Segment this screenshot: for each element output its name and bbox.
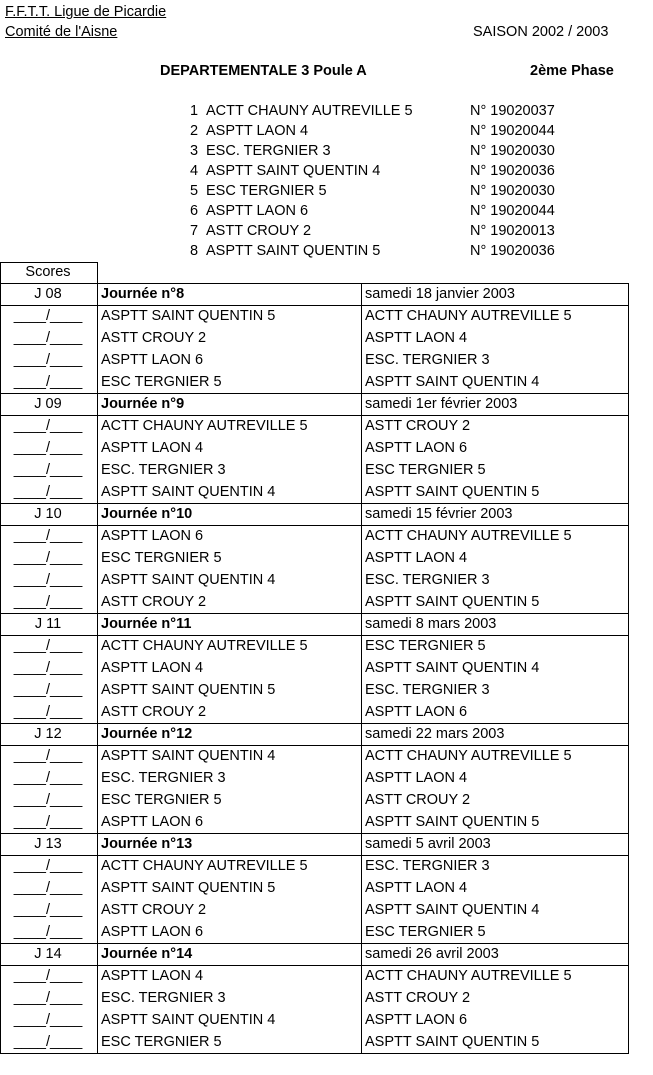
away-team: ASPTT SAINT QUENTIN 5 xyxy=(365,1034,540,1050)
away-team: ESC. TERGNIER 3 xyxy=(365,352,490,368)
score-field: ____/____ xyxy=(13,374,83,390)
org-league: F.F.T.T. Ligue de Picardie xyxy=(5,4,167,20)
round-title: Journée n°9 xyxy=(101,396,185,412)
round-code: J 10 xyxy=(34,506,62,522)
score-field: ____/____ xyxy=(13,814,83,830)
home-team: ESC. TERGNIER 3 xyxy=(101,462,226,478)
home-team: ESC. TERGNIER 3 xyxy=(101,770,226,786)
away-team: ASPTT LAON 6 xyxy=(365,440,468,456)
grid-line xyxy=(0,262,1,283)
team-number: 3 xyxy=(190,143,199,159)
score-field: ____/____ xyxy=(13,594,83,610)
score-field: ____/____ xyxy=(13,770,83,786)
team-registration-number: N° 19020036 xyxy=(470,243,555,259)
team-registration-number: N° 19020044 xyxy=(470,123,555,139)
round-code: J 13 xyxy=(34,836,62,852)
away-team: ASPTT LAON 4 xyxy=(365,880,468,896)
away-team: ESC. TERGNIER 3 xyxy=(365,572,490,588)
score-field: ____/____ xyxy=(13,330,83,346)
team-registration-number: N° 19020037 xyxy=(470,103,555,119)
season-label: SAISON 2002 / 2003 xyxy=(473,24,609,40)
score-field: ____/____ xyxy=(13,968,83,984)
team-name: ESC. TERGNIER 3 xyxy=(206,143,331,159)
home-team: ASPTT SAINT QUENTIN 4 xyxy=(101,748,276,764)
team-name: ESC TERGNIER 5 xyxy=(206,183,327,199)
home-team: ASTT CROUY 2 xyxy=(101,902,207,918)
score-field: ____/____ xyxy=(13,858,83,874)
team-name: ASPTT LAON 4 xyxy=(206,123,309,139)
away-team: ESC. TERGNIER 3 xyxy=(365,858,490,874)
score-field: ____/____ xyxy=(13,440,83,456)
round-title: Journée n°12 xyxy=(101,726,193,742)
table-bottom-border xyxy=(0,1053,629,1054)
home-team: ASTT CROUY 2 xyxy=(101,704,207,720)
home-team: ASPTT SAINT QUENTIN 4 xyxy=(101,484,276,500)
away-team: ESC TERGNIER 5 xyxy=(365,638,486,654)
score-field: ____/____ xyxy=(13,1034,83,1050)
home-team: ASPTT SAINT QUENTIN 5 xyxy=(101,682,276,698)
home-team: ASPTT LAON 6 xyxy=(101,528,204,544)
round-date: samedi 8 mars 2003 xyxy=(365,616,497,632)
home-team: ASPTT LAON 6 xyxy=(101,924,204,940)
away-team: ACTT CHAUNY AUTREVILLE 5 xyxy=(365,748,572,764)
away-team: ASTT CROUY 2 xyxy=(365,990,471,1006)
team-registration-number: N° 19020044 xyxy=(470,203,555,219)
score-field: ____/____ xyxy=(13,880,83,896)
round-header-underline xyxy=(0,855,629,856)
team-number: 8 xyxy=(190,243,199,259)
home-team: ASPTT LAON 6 xyxy=(101,352,204,368)
home-team: ASTT CROUY 2 xyxy=(101,330,207,346)
score-field: ____/____ xyxy=(13,748,83,764)
score-field: ____/____ xyxy=(13,572,83,588)
home-team: ASPTT LAON 4 xyxy=(101,440,204,456)
away-team: ASTT CROUY 2 xyxy=(365,418,471,434)
score-field: ____/____ xyxy=(13,484,83,500)
grid-line xyxy=(0,262,98,263)
away-team: ASPTT LAON 6 xyxy=(365,704,468,720)
away-team: ESC. TERGNIER 3 xyxy=(365,682,490,698)
round-date: samedi 5 avril 2003 xyxy=(365,836,491,852)
team-name: ACTT CHAUNY AUTREVILLE 5 xyxy=(206,103,413,119)
away-team: ESC TERGNIER 5 xyxy=(365,924,486,940)
team-registration-number: N° 19020013 xyxy=(470,223,555,239)
score-field: ____/____ xyxy=(13,792,83,808)
home-team: ESC TERGNIER 5 xyxy=(101,374,222,390)
home-team: ASPTT SAINT QUENTIN 5 xyxy=(101,880,276,896)
round-code: J 14 xyxy=(34,946,62,962)
home-team: ESC TERGNIER 5 xyxy=(101,792,222,808)
away-team: ASPTT SAINT QUENTIN 4 xyxy=(365,660,540,676)
home-team: ASPTT LAON 4 xyxy=(101,660,204,676)
score-field: ____/____ xyxy=(13,704,83,720)
away-team: ESC TERGNIER 5 xyxy=(365,462,486,478)
score-field: ____/____ xyxy=(13,924,83,940)
home-team: ASPTT LAON 4 xyxy=(101,968,204,984)
score-field: ____/____ xyxy=(13,990,83,1006)
team-name: ASPTT LAON 6 xyxy=(206,203,309,219)
home-team: ESC TERGNIER 5 xyxy=(101,550,222,566)
round-code: J 08 xyxy=(34,286,62,302)
round-title: Journée n°8 xyxy=(101,286,185,302)
home-team: ACTT CHAUNY AUTREVILLE 5 xyxy=(101,638,308,654)
score-field: ____/____ xyxy=(13,902,83,918)
team-number: 1 xyxy=(190,103,199,119)
round-header-underline xyxy=(0,635,629,636)
away-team: ACTT CHAUNY AUTREVILLE 5 xyxy=(365,528,572,544)
away-team: ACTT CHAUNY AUTREVILLE 5 xyxy=(365,308,572,324)
phase-label: 2ème Phase xyxy=(530,63,614,79)
home-team: ASPTT SAINT QUENTIN 4 xyxy=(101,572,276,588)
score-field: ____/____ xyxy=(13,462,83,478)
home-team: ASTT CROUY 2 xyxy=(101,594,207,610)
team-registration-number: N° 19020030 xyxy=(470,143,555,159)
score-field: ____/____ xyxy=(13,638,83,654)
round-title: Journée n°10 xyxy=(101,506,193,522)
column-divider xyxy=(361,283,362,1054)
team-number: 2 xyxy=(190,123,199,139)
away-team: ASPTT SAINT QUENTIN 5 xyxy=(365,594,540,610)
scores-header: Scores xyxy=(25,264,71,280)
team-name: ASTT CROUY 2 xyxy=(206,223,312,239)
table-left-border xyxy=(0,283,1,1054)
team-number: 4 xyxy=(190,163,199,179)
round-date: samedi 1er février 2003 xyxy=(365,396,518,412)
home-team: ASPTT SAINT QUENTIN 4 xyxy=(101,1012,276,1028)
round-date: samedi 22 mars 2003 xyxy=(365,726,505,742)
away-team: ASPTT LAON 4 xyxy=(365,550,468,566)
away-team: ASPTT SAINT QUENTIN 5 xyxy=(365,814,540,830)
round-title: Journée n°14 xyxy=(101,946,193,962)
away-team: ASPTT SAINT QUENTIN 4 xyxy=(365,902,540,918)
team-name: ASPTT SAINT QUENTIN 5 xyxy=(206,243,381,259)
away-team: ASPTT SAINT QUENTIN 5 xyxy=(365,484,540,500)
score-field: ____/____ xyxy=(13,682,83,698)
score-field: ____/____ xyxy=(13,1012,83,1028)
score-field: ____/____ xyxy=(13,528,83,544)
org-committee: Comité de l'Aisne xyxy=(5,24,118,40)
away-team: ASPTT LAON 4 xyxy=(365,330,468,346)
home-team: ACTT CHAUNY AUTREVILLE 5 xyxy=(101,418,308,434)
round-date: samedi 15 février 2003 xyxy=(365,506,513,522)
team-number: 6 xyxy=(190,203,199,219)
column-divider xyxy=(97,283,98,1054)
grid-line xyxy=(97,262,98,283)
team-registration-number: N° 19020036 xyxy=(470,163,555,179)
home-team: ASPTT LAON 6 xyxy=(101,814,204,830)
round-code: J 11 xyxy=(34,616,62,632)
team-number: 7 xyxy=(190,223,199,239)
home-team: ACTT CHAUNY AUTREVILLE 5 xyxy=(101,858,308,874)
division-title: DEPARTEMENTALE 3 Poule A xyxy=(160,63,367,79)
round-code: J 12 xyxy=(34,726,62,742)
home-team: ESC TERGNIER 5 xyxy=(101,1034,222,1050)
away-team: ASPTT SAINT QUENTIN 4 xyxy=(365,374,540,390)
round-code: J 09 xyxy=(34,396,62,412)
round-header-underline xyxy=(0,415,629,416)
team-number: 5 xyxy=(190,183,199,199)
round-date: samedi 18 janvier 2003 xyxy=(365,286,515,302)
score-field: ____/____ xyxy=(13,418,83,434)
home-team: ASPTT SAINT QUENTIN 5 xyxy=(101,308,276,324)
away-team: ASPTT LAON 6 xyxy=(365,1012,468,1028)
score-field: ____/____ xyxy=(13,550,83,566)
score-field: ____/____ xyxy=(13,308,83,324)
score-field: ____/____ xyxy=(13,352,83,368)
round-title: Journée n°13 xyxy=(101,836,193,852)
away-team: ASPTT LAON 4 xyxy=(365,770,468,786)
table-right-border xyxy=(628,283,629,1054)
round-title: Journée n°11 xyxy=(101,616,192,632)
team-registration-number: N° 19020030 xyxy=(470,183,555,199)
away-team: ASTT CROUY 2 xyxy=(365,792,471,808)
away-team: ACTT CHAUNY AUTREVILLE 5 xyxy=(365,968,572,984)
team-name: ASPTT SAINT QUENTIN 4 xyxy=(206,163,381,179)
round-date: samedi 26 avril 2003 xyxy=(365,946,499,962)
score-field: ____/____ xyxy=(13,660,83,676)
home-team: ESC. TERGNIER 3 xyxy=(101,990,226,1006)
